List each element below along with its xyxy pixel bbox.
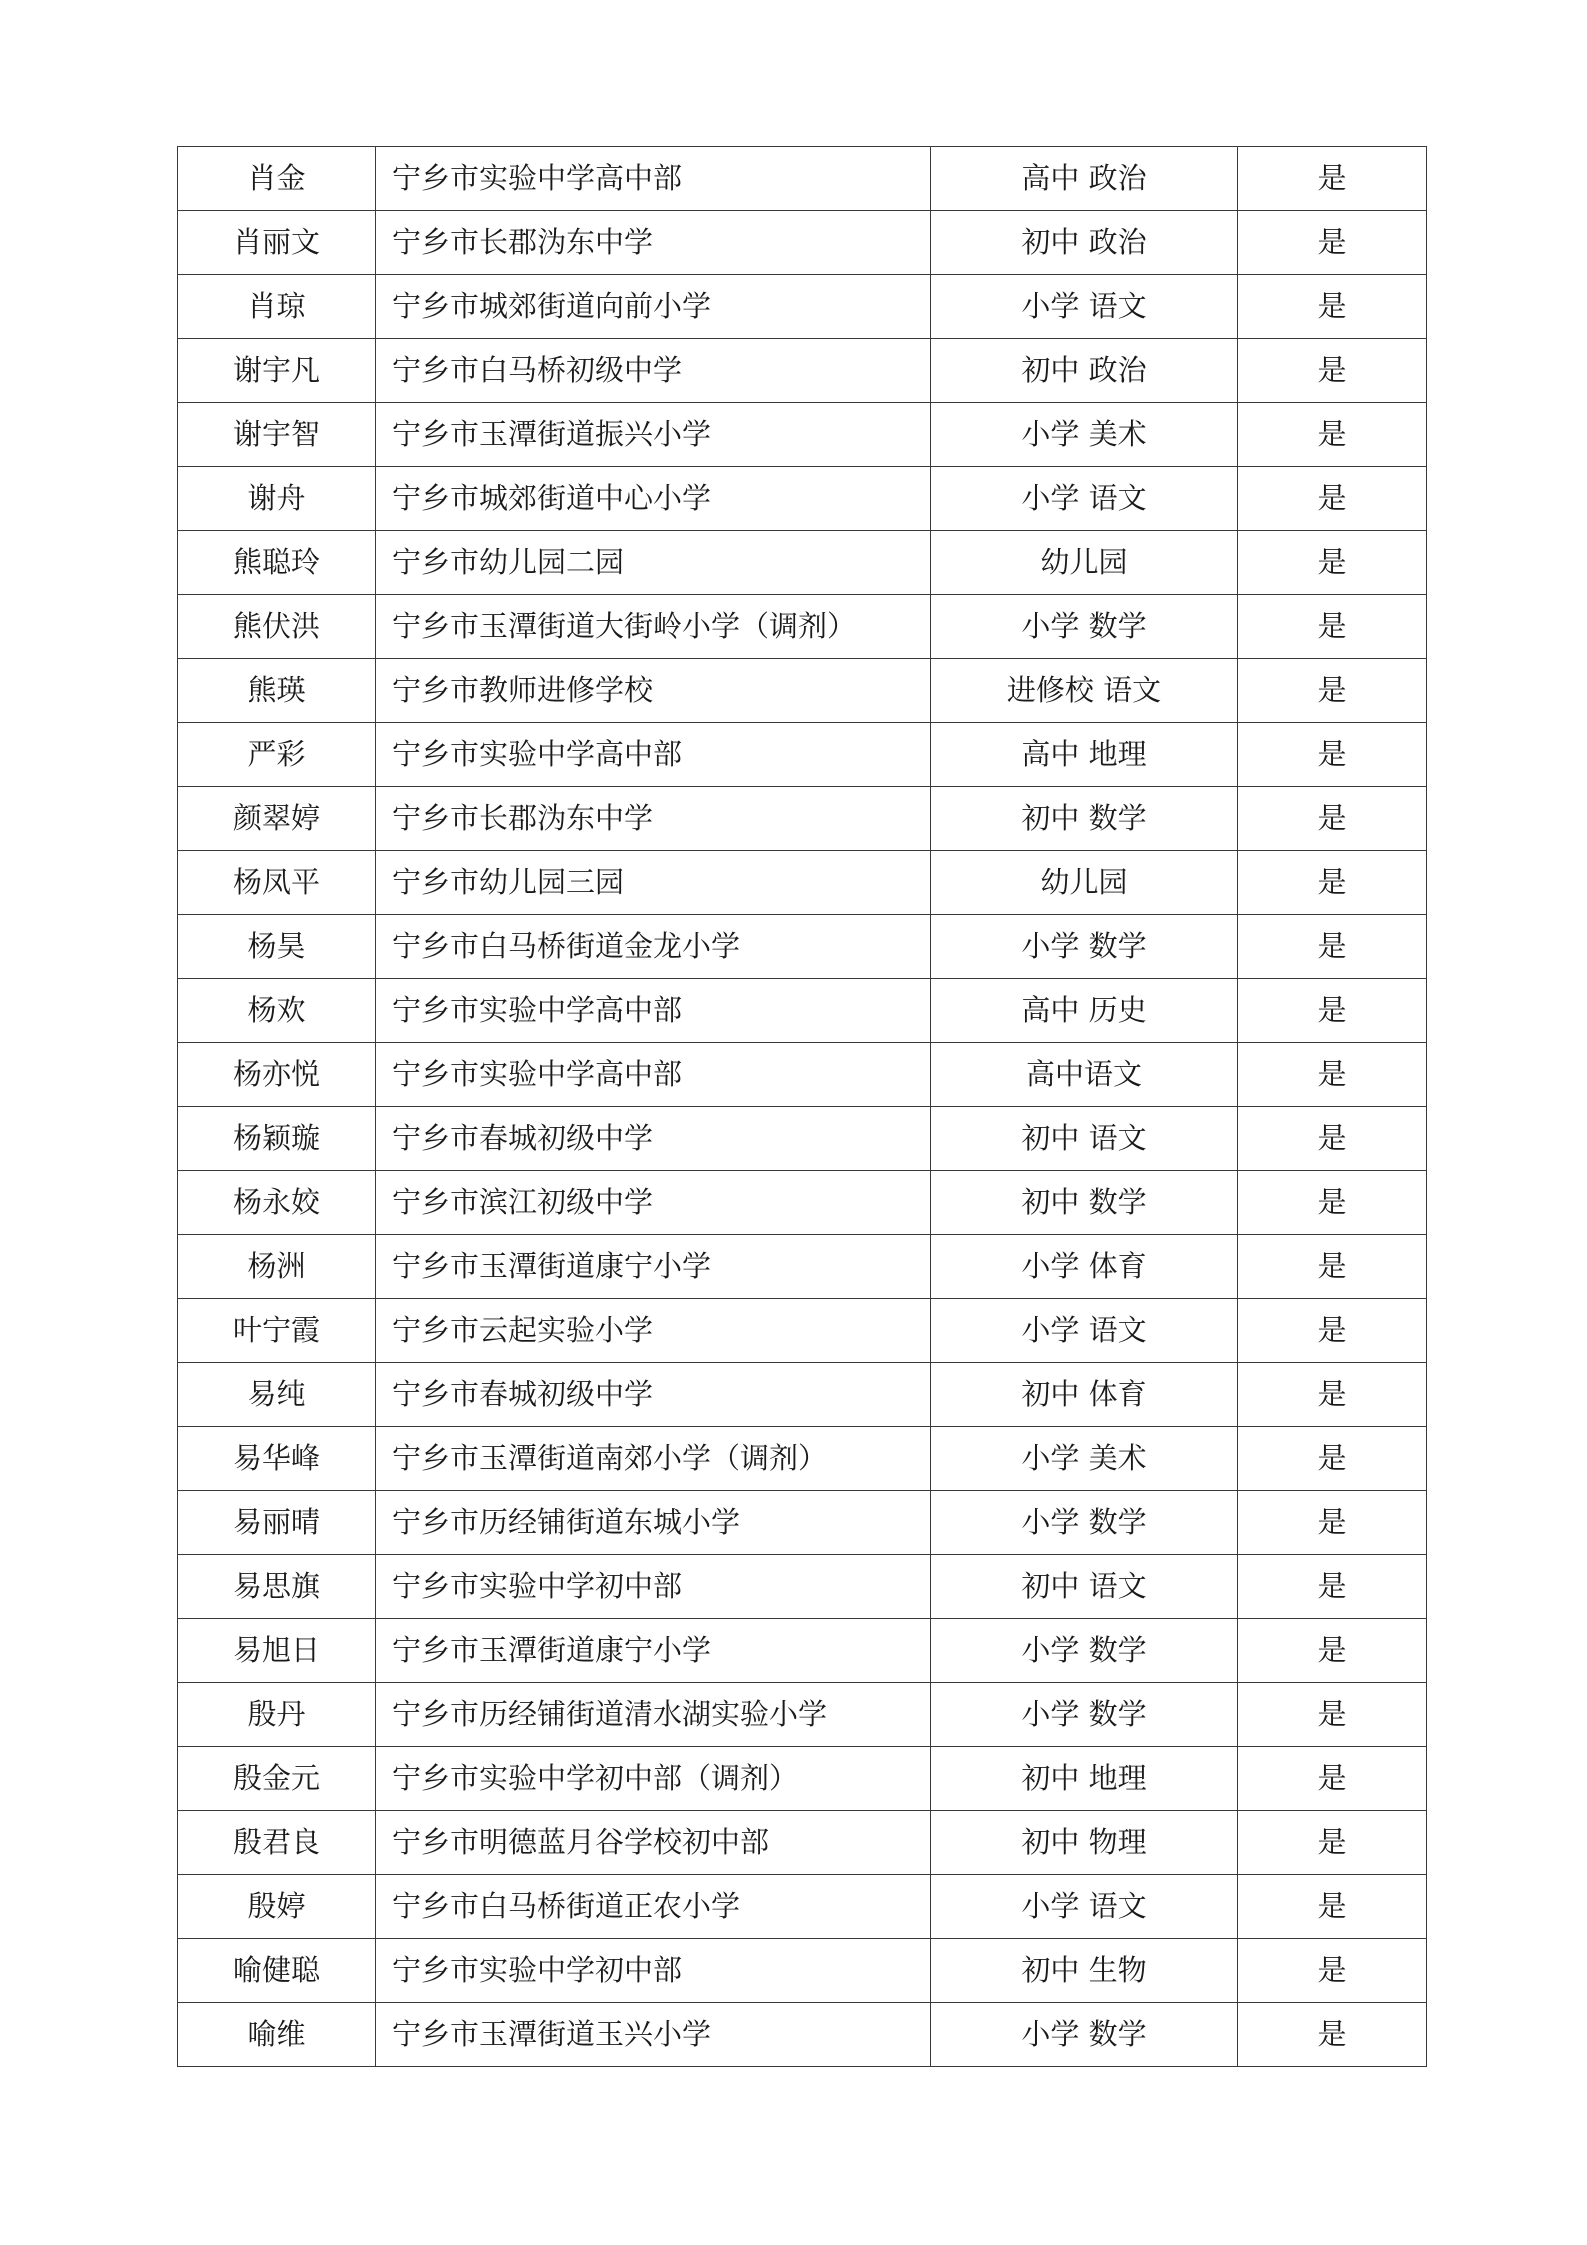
confirmed-cell: 是	[1238, 1555, 1427, 1619]
school-cell: 宁乡市历经铺街道清水湖实验小学	[376, 1683, 931, 1747]
subject-cell: 高中语文	[931, 1043, 1238, 1107]
teacher-name-cell: 易纯	[178, 1363, 376, 1427]
confirmed-cell: 是	[1238, 1491, 1427, 1555]
confirmed-cell: 是	[1238, 1939, 1427, 2003]
table-row	[178, 1811, 1427, 1875]
teacher-name-cell: 谢宇凡	[178, 339, 376, 403]
subject-cell: 小学 语文	[931, 1299, 1238, 1363]
confirmed-cell: 是	[1238, 1043, 1427, 1107]
confirmed-cell: 是	[1238, 1107, 1427, 1171]
confirmed-cell: 是	[1238, 467, 1427, 531]
table-row	[178, 1171, 1427, 1235]
teacher-name-cell: 杨颖璇	[178, 1107, 376, 1171]
table-row	[178, 595, 1427, 659]
teacher-name-cell: 杨凤平	[178, 851, 376, 915]
school-cell: 宁乡市实验中学高中部	[376, 723, 931, 787]
school-cell: 宁乡市实验中学初中部	[376, 1555, 931, 1619]
table-row	[178, 1043, 1427, 1107]
table-row	[178, 915, 1427, 979]
school-cell: 宁乡市实验中学高中部	[376, 1043, 931, 1107]
confirmed-cell: 是	[1238, 531, 1427, 595]
subject-cell: 小学 数学	[931, 915, 1238, 979]
roster-body	[178, 147, 1427, 2067]
confirmed-cell: 是	[1238, 659, 1427, 723]
table-row	[178, 659, 1427, 723]
teacher-roster-table	[177, 146, 1427, 2067]
subject-cell: 初中 物理	[931, 1811, 1238, 1875]
table-row	[178, 147, 1427, 211]
teacher-name-cell: 杨昊	[178, 915, 376, 979]
subject-cell: 高中 历史	[931, 979, 1238, 1043]
confirmed-cell: 是	[1238, 1683, 1427, 1747]
teacher-name-cell: 谢舟	[178, 467, 376, 531]
teacher-name-cell: 谢宇智	[178, 403, 376, 467]
table-row	[178, 723, 1427, 787]
school-cell: 宁乡市玉潭街道振兴小学	[376, 403, 931, 467]
confirmed-cell: 是	[1238, 787, 1427, 851]
subject-cell: 高中 政治	[931, 147, 1238, 211]
table-row	[178, 339, 1427, 403]
teacher-name-cell: 肖金	[178, 147, 376, 211]
subject-cell: 初中 政治	[931, 211, 1238, 275]
teacher-name-cell: 喻健聪	[178, 1939, 376, 2003]
teacher-name-cell: 严彩	[178, 723, 376, 787]
school-cell: 宁乡市实验中学初中部（调剂）	[376, 1747, 931, 1811]
confirmed-cell: 是	[1238, 979, 1427, 1043]
subject-cell: 初中 体育	[931, 1363, 1238, 1427]
table-row	[178, 275, 1427, 339]
table-row	[178, 1491, 1427, 1555]
school-cell: 宁乡市长郡沩东中学	[376, 787, 931, 851]
table-row	[178, 851, 1427, 915]
subject-cell: 小学 数学	[931, 595, 1238, 659]
subject-cell: 进修校 语文	[931, 659, 1238, 723]
confirmed-cell: 是	[1238, 147, 1427, 211]
confirmed-cell: 是	[1238, 1619, 1427, 1683]
table-row	[178, 1939, 1427, 2003]
confirmed-cell: 是	[1238, 1363, 1427, 1427]
table-row	[178, 2003, 1427, 2067]
teacher-name-cell: 殷丹	[178, 1683, 376, 1747]
confirmed-cell: 是	[1238, 1747, 1427, 1811]
subject-cell: 小学 数学	[931, 1619, 1238, 1683]
table-row	[178, 1619, 1427, 1683]
confirmed-cell: 是	[1238, 1235, 1427, 1299]
teacher-name-cell: 易思旗	[178, 1555, 376, 1619]
table-row	[178, 979, 1427, 1043]
teacher-name-cell: 肖琼	[178, 275, 376, 339]
subject-cell: 小学 语文	[931, 467, 1238, 531]
table-row	[178, 1235, 1427, 1299]
school-cell: 宁乡市玉潭街道玉兴小学	[376, 2003, 931, 2067]
subject-cell: 幼儿园	[931, 851, 1238, 915]
teacher-name-cell: 熊伏洪	[178, 595, 376, 659]
school-cell: 宁乡市城郊街道中心小学	[376, 467, 931, 531]
teacher-name-cell: 杨欢	[178, 979, 376, 1043]
school-cell: 宁乡市春城初级中学	[376, 1107, 931, 1171]
subject-cell: 幼儿园	[931, 531, 1238, 595]
school-cell: 宁乡市实验中学高中部	[376, 147, 931, 211]
table-row	[178, 1683, 1427, 1747]
subject-cell: 初中 数学	[931, 787, 1238, 851]
table-row	[178, 1555, 1427, 1619]
subject-cell: 小学 体育	[931, 1235, 1238, 1299]
teacher-name-cell: 殷婷	[178, 1875, 376, 1939]
teacher-name-cell: 殷金元	[178, 1747, 376, 1811]
subject-cell: 小学 语文	[931, 1875, 1238, 1939]
school-cell: 宁乡市玉潭街道大街岭小学（调剂）	[376, 595, 931, 659]
school-cell: 宁乡市春城初级中学	[376, 1363, 931, 1427]
table-row	[178, 467, 1427, 531]
subject-cell: 小学 美术	[931, 1427, 1238, 1491]
teacher-name-cell: 喻维	[178, 2003, 376, 2067]
subject-cell: 小学 美术	[931, 403, 1238, 467]
confirmed-cell: 是	[1238, 2003, 1427, 2067]
school-cell: 宁乡市玉潭街道康宁小学	[376, 1619, 931, 1683]
table-row	[178, 787, 1427, 851]
confirmed-cell: 是	[1238, 403, 1427, 467]
teacher-name-cell: 易旭日	[178, 1619, 376, 1683]
school-cell: 宁乡市云起实验小学	[376, 1299, 931, 1363]
subject-cell: 初中 生物	[931, 1939, 1238, 2003]
teacher-name-cell: 熊聪玲	[178, 531, 376, 595]
school-cell: 宁乡市实验中学高中部	[376, 979, 931, 1043]
confirmed-cell: 是	[1238, 275, 1427, 339]
teacher-name-cell: 杨亦悦	[178, 1043, 376, 1107]
school-cell: 宁乡市实验中学初中部	[376, 1939, 931, 2003]
teacher-name-cell: 肖丽文	[178, 211, 376, 275]
table-row	[178, 1363, 1427, 1427]
subject-cell: 小学 数学	[931, 1491, 1238, 1555]
teacher-name-cell: 易丽晴	[178, 1491, 376, 1555]
confirmed-cell: 是	[1238, 1171, 1427, 1235]
subject-cell: 小学 数学	[931, 2003, 1238, 2067]
table-row	[178, 1747, 1427, 1811]
confirmed-cell: 是	[1238, 211, 1427, 275]
subject-cell: 初中 数学	[931, 1171, 1238, 1235]
table-row	[178, 1107, 1427, 1171]
subject-cell: 小学 数学	[931, 1683, 1238, 1747]
school-cell: 宁乡市玉潭街道南郊小学（调剂）	[376, 1427, 931, 1491]
teacher-name-cell: 颜翠婷	[178, 787, 376, 851]
school-cell: 宁乡市幼儿园三园	[376, 851, 931, 915]
school-cell: 宁乡市明德蓝月谷学校初中部	[376, 1811, 931, 1875]
confirmed-cell: 是	[1238, 339, 1427, 403]
confirmed-cell: 是	[1238, 1875, 1427, 1939]
table-row	[178, 1427, 1427, 1491]
subject-cell: 初中 政治	[931, 339, 1238, 403]
table-row	[178, 403, 1427, 467]
subject-cell: 小学 语文	[931, 275, 1238, 339]
subject-cell: 初中 语文	[931, 1107, 1238, 1171]
table-row	[178, 1299, 1427, 1363]
school-cell: 宁乡市城郊街道向前小学	[376, 275, 931, 339]
subject-cell: 初中 地理	[931, 1747, 1238, 1811]
teacher-name-cell: 殷君良	[178, 1811, 376, 1875]
school-cell: 宁乡市白马桥街道正农小学	[376, 1875, 931, 1939]
table-row	[178, 531, 1427, 595]
school-cell: 宁乡市历经铺街道东城小学	[376, 1491, 931, 1555]
school-cell: 宁乡市玉潭街道康宁小学	[376, 1235, 931, 1299]
subject-cell: 高中 地理	[931, 723, 1238, 787]
subject-cell: 初中 语文	[931, 1555, 1238, 1619]
confirmed-cell: 是	[1238, 595, 1427, 659]
teacher-name-cell: 杨洲	[178, 1235, 376, 1299]
school-cell: 宁乡市白马桥街道金龙小学	[376, 915, 931, 979]
confirmed-cell: 是	[1238, 851, 1427, 915]
teacher-name-cell: 易华峰	[178, 1427, 376, 1491]
teacher-name-cell: 叶宁霞	[178, 1299, 376, 1363]
confirmed-cell: 是	[1238, 1427, 1427, 1491]
school-cell: 宁乡市幼儿园二园	[376, 531, 931, 595]
teacher-name-cell: 杨永姣	[178, 1171, 376, 1235]
confirmed-cell: 是	[1238, 915, 1427, 979]
confirmed-cell: 是	[1238, 1811, 1427, 1875]
confirmed-cell: 是	[1238, 1299, 1427, 1363]
table-row	[178, 211, 1427, 275]
school-cell: 宁乡市长郡沩东中学	[376, 211, 931, 275]
table-row	[178, 1875, 1427, 1939]
confirmed-cell: 是	[1238, 723, 1427, 787]
teacher-name-cell: 熊瑛	[178, 659, 376, 723]
school-cell: 宁乡市白马桥初级中学	[376, 339, 931, 403]
school-cell: 宁乡市滨江初级中学	[376, 1171, 931, 1235]
school-cell: 宁乡市教师进修学校	[376, 659, 931, 723]
